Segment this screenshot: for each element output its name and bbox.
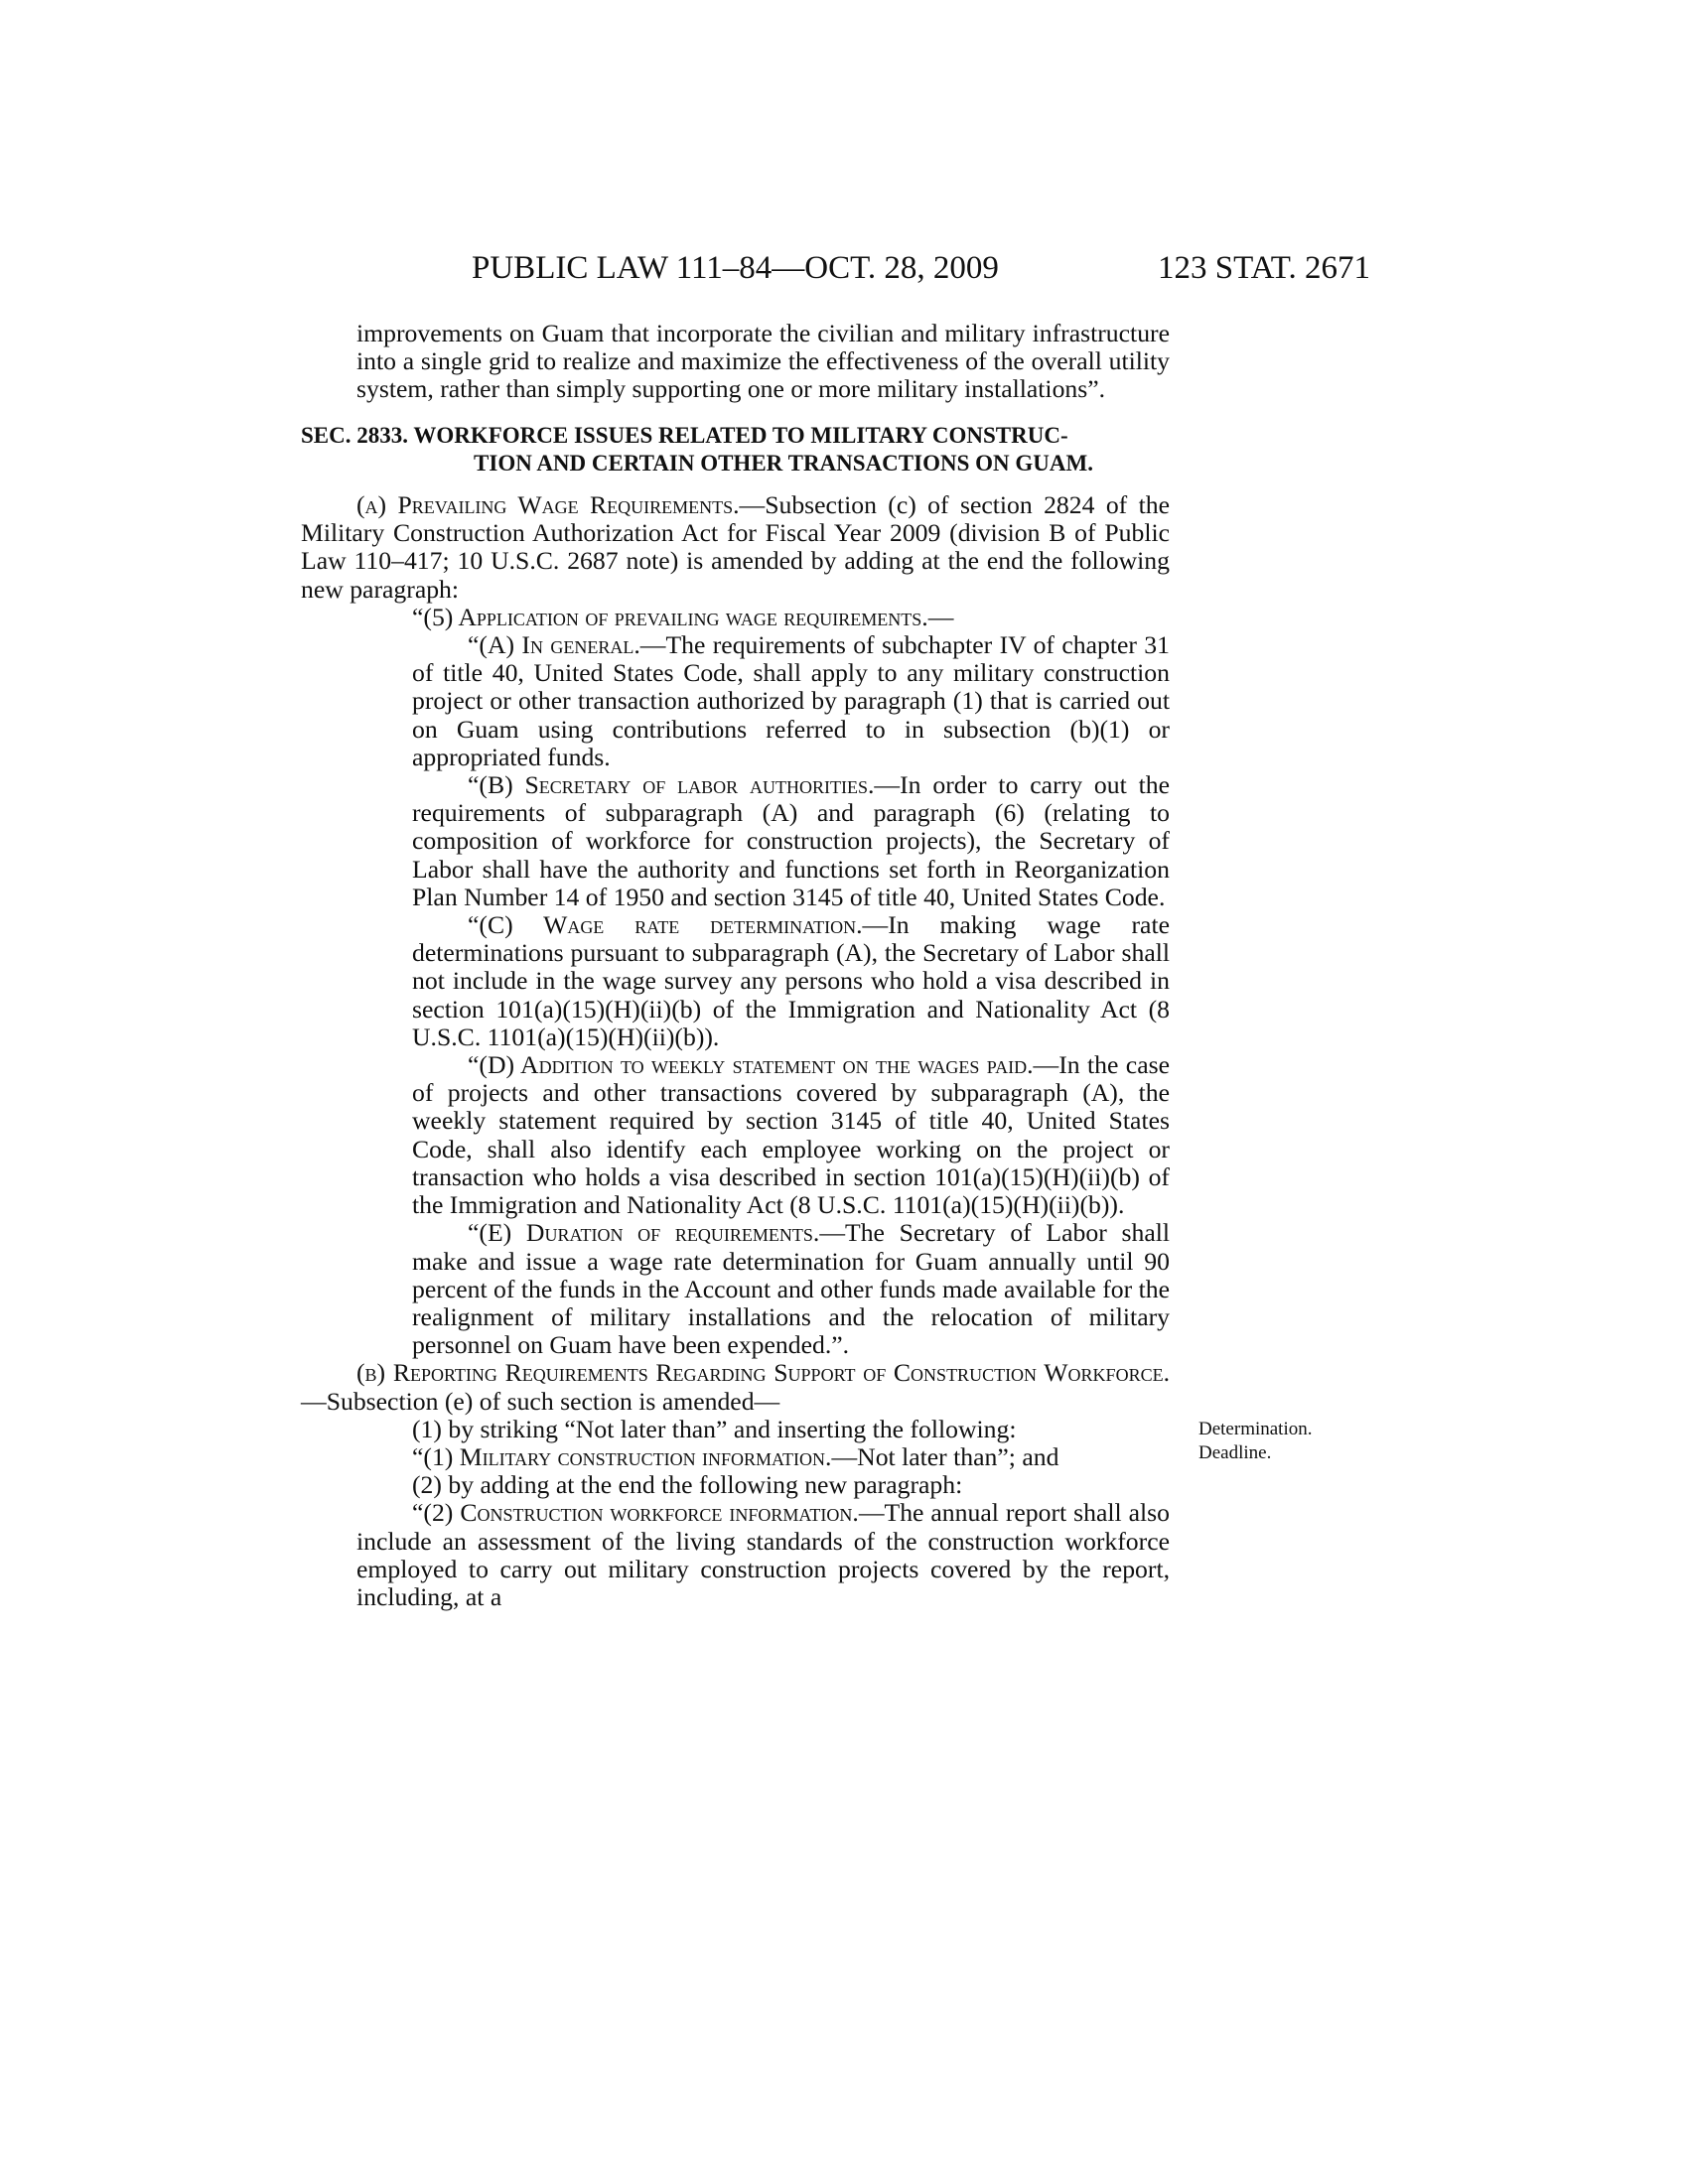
subsection-b-text: —Subsection (e) of such section is amended— [301, 1386, 780, 1416]
subparagraph-d-text: —In the case of projects and other transactions covered by subparagraph (A), the weekly statement required by section 3145 of title 40, United States Code, shall also identify each employee working on the project or transaction who holds a visa described in section 101(a)(15)(H)(ii)(b) of the Immigration and Nationality Act (8 U.S.C. 1101(a)(15)(H)(ii)(b)). [412, 1050, 1170, 1220]
subparagraph-e-text: —The Secretary of Labor shall make and issue a wage rate determination for Guam annually until 90 percent of the funds in the Account and other funds made available for the realignment of military installations and the relocation of military personnel on Guam have been expended.”. [412, 1218, 1170, 1360]
section-heading-line2: TION AND CERTAIN OTHER TRANSACTIONS ON GUAM. [474, 450, 1093, 476]
subparagraph-b-heading: “(B) Secretary of labor authorities. [468, 770, 875, 800]
paragraph-5-heading: “(5) Application of prevailing wage requirements. [412, 602, 928, 631]
subsection-b-item-1: (1) by striking “Not later than” and inserting the following: [412, 1414, 1017, 1443]
subparagraph-e [301, 1219, 1170, 1359]
subparagraph-d [301, 1051, 1170, 1219]
quoted-paragraph-2-heading: “(2) Construction workforce information. [412, 1498, 859, 1528]
subparagraph-c-heading: “(C) Wage rate determination. [468, 910, 863, 940]
quoted-paragraph-1-text: —Not later than”; and [831, 1441, 1059, 1471]
subsection-b-heading: (b) Reporting Requirements Regarding Support of Construction Workforce. [356, 1358, 1170, 1388]
subparagraph-b-text: —In order to carry out the requirements of subparagraph (A) and paragraph (6) (relating to composition of workforce for construction projects), the Secretary of Labor shall have the authority and functions set forth in Reorganization Plan Number 14 of 1950 and section 3145 of title 40, United States Code. [412, 770, 1170, 911]
paragraph-5-dash: — [927, 602, 954, 631]
public-law-citation: PUBLIC LAW 111–84—OCT. 28, 2009 [472, 250, 999, 286]
subparagraph-a [301, 631, 1170, 771]
section-heading-line1: SEC. 2833. WORKFORCE ISSUES RELATED TO MILITARY CONSTRUC- [301, 422, 1068, 448]
quoted-paragraph-1-heading: “(1) Military construction information. [412, 1441, 832, 1471]
subparagraph-a-heading: “(A) In general. [468, 630, 640, 660]
section-heading [301, 422, 1170, 478]
subsection-b [301, 1359, 1170, 1415]
subsection-a [301, 491, 1170, 604]
subparagraph-a-text: —The requirements of subchapter IV of chapter 31 of title 40, United States Code, shall apply to any military construction project or other transaction authorized by paragraph (1) that is carried out on Guam using contributions referred to in subsection (b)(1) or appropriated funds. [412, 630, 1170, 771]
subparagraph-c [301, 911, 1170, 1051]
body-text [301, 320, 1170, 1611]
subsection-a-heading: (a) Prevailing Wage Requirements. [356, 490, 740, 520]
margin-note-determination: Determination. [1198, 1419, 1313, 1439]
quoted-paragraph-1 [301, 1443, 1170, 1471]
quoted-paragraph-2 [301, 1499, 1170, 1611]
intro-paragraph: improvements on Guam that incorporate the civilian and military infrastructure into a single grid to realize and maximize the effectiveness of the overall utility system, rather than simply supporting one or more military installations”. [356, 319, 1170, 404]
page-header [472, 250, 1370, 290]
margin-note-deadline: Deadline. [1198, 1442, 1272, 1463]
quoted-paragraph-2-text: —The annual report shall also include an assessment of the living standards of the construction workforce employed to carry out military construction projects covered by the report, including, at a [356, 1498, 1170, 1611]
subparagraph-d-heading: “(D) Addition to weekly statement on the wages paid. [468, 1050, 1034, 1080]
subsection-b-item-2: (2) by adding at the end the following new paragraph: [412, 1470, 963, 1500]
margin-note [1198, 1418, 1313, 1465]
subparagraph-b [301, 771, 1170, 911]
paragraph-5 [301, 604, 1170, 631]
subparagraph-c-text: —In making wage rate determinations pursuant to subparagraph (A), the Secretary of Labor shall not include in the wage survey any persons who hold a visa described in section 101(a)(15)(H)(ii)(b) of the Immigration and Nationality Act (8 U.S.C. 1101(a)(15)(H)(ii)(b)). [412, 910, 1170, 1051]
subparagraph-e-heading: “(E) Duration of requirements. [468, 1218, 820, 1248]
statute-page-number: 123 STAT. 2671 [1157, 250, 1370, 286]
subsection-a-text: —Subsection (c) of section 2824 of the Military Construction Authorization Act for Fiscal Year 2009 (division B of Public Law 110–417; 10 U.S.C. 2687 note) is amended by adding at the end the following new paragraph: [301, 490, 1170, 604]
